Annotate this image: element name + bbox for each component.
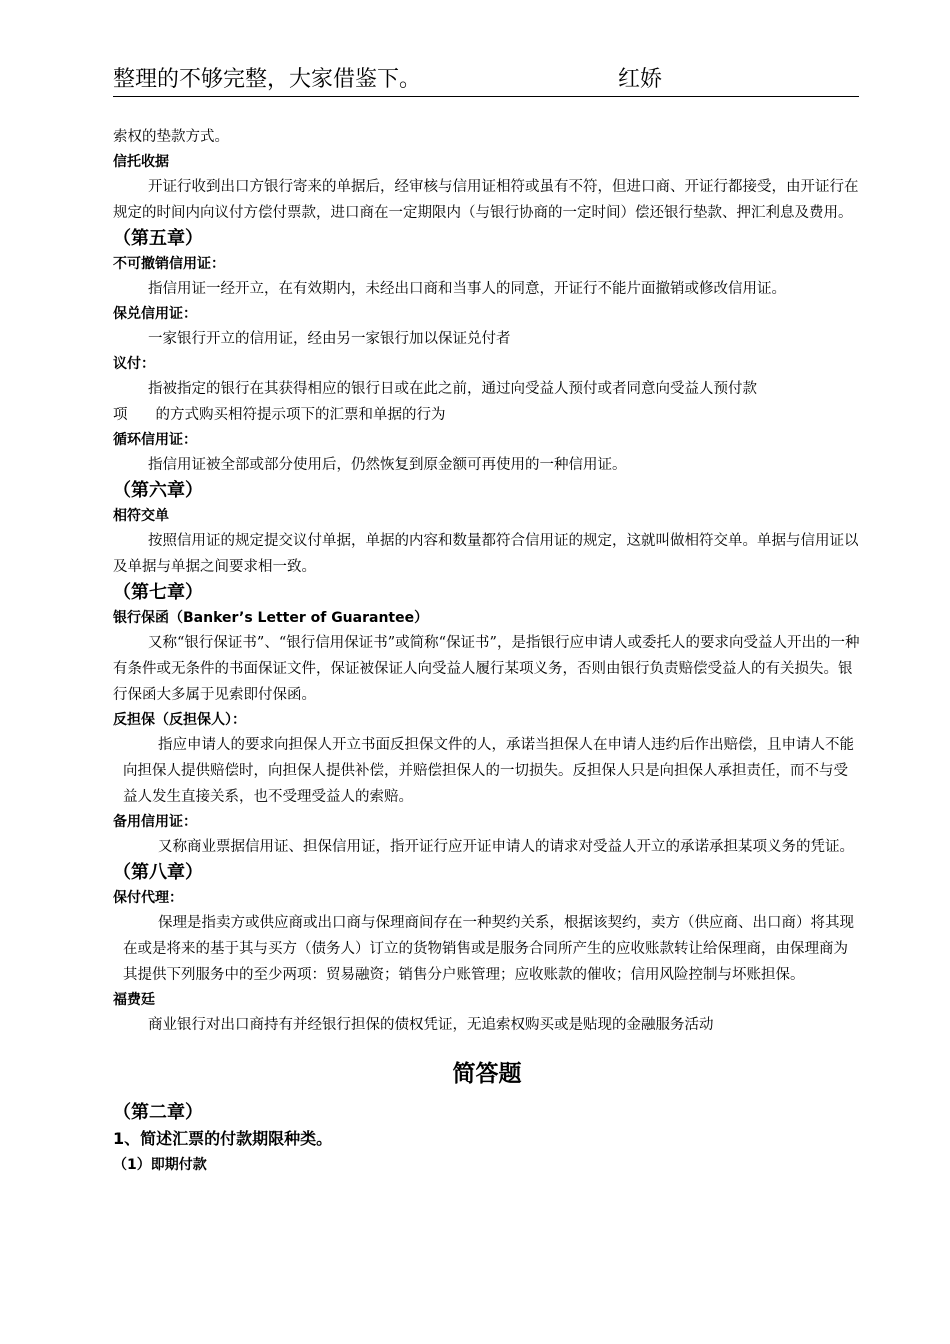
term-standby-lc: 备用信用证： bbox=[113, 814, 197, 830]
definition-bank-guarantee: 又称“银行保证书”、“银行信用保证书”或简称“保证书”，是指银行应申请人或委托人的要求向受益人开出的一种有条件或无条件的书面保证文件，保证被保证人向受益人履行某项义务，否则由银行负责赔偿受益人的有关损失。银行保函大多属于见索即付保函。 bbox=[113, 635, 860, 703]
definition-counter-guarantee: 指应申请人的要求向担保人开立书面反担保文件的人，承诺当担保人在申请人违约后作出赔偿，且申请人不能向担保人提供赔偿时，向担保人提供补偿，并赔偿担保人的一切损失。反担保人只是向担保人承担责任，而不与受益人发生直接关系，也不受理受益人的索赔。 bbox=[123, 737, 854, 805]
term-forfaiting: 福费廷 bbox=[113, 992, 155, 1008]
chapter-heading-2: （第二章） bbox=[113, 1102, 203, 1123]
definition-negotiation-rest: 的方式购买相符提示项下的汇票和单据的行为 bbox=[155, 407, 446, 423]
page-header bbox=[113, 64, 859, 97]
definition-negotiation-line1: 指被指定的银行在其获得相应的银行日或在此之前，通过向受益人预付或者同意向受益人预付款 bbox=[148, 381, 757, 397]
definition-trust-receipt: 开证行收到出口方银行寄来的单据后，经审核与信用证相符或虽有不符，但进口商、开证行都接受，由开证行在规定的时间内向议付方偿付票款，进口商在一定期限内（与银行协商的一定时间）偿还银行垫款、押汇利息及费用。 bbox=[113, 179, 859, 221]
definition-revolving-lc: 指信用证被全部或部分使用后，仍然恢复到原金额可再使用的一种信用证。 bbox=[148, 457, 627, 473]
definition-forfaiting: 商业银行对出口商持有并经银行担保的债权凭证，无追索权购买或是贴现的金融服务活动 bbox=[148, 1017, 714, 1033]
definition-confirmed-lc: 一家银行开立的信用证，经由另一家银行加以保证兑付者 bbox=[148, 331, 511, 347]
term-counter-guarantee: 反担保（反担保人）： bbox=[113, 712, 246, 728]
header-author: 红娇 bbox=[618, 67, 663, 92]
definition-irrevocable-lc: 指信用证一经开立，在有效期内，未经出口商和当事人的同意，开证行不能片面撤销或修改信用证。 bbox=[148, 281, 786, 297]
term-complying-presentation: 相符交单 bbox=[113, 508, 169, 524]
answer-item-1: （1）即期付款 bbox=[113, 1157, 207, 1173]
chapter-heading-7: （第七章） bbox=[113, 582, 203, 603]
document-body bbox=[113, 124, 861, 1178]
definition-factoring: 保理是指卖方或供应商或出口商与保理商间存在一种契约关系，根据该契约，卖方（供应商、出口商）将其现在或是将来的基于其与买方（债务人）订立的货物销售或是服务合同所产生的应收账款转让给保理商，由保理商为其提供下列服务中的至少两项：贸易融资；销售分户账管理；应收账款的催收；信用风险控制与坏账担保。 bbox=[123, 915, 854, 983]
term-bank-guarantee: 银行保函（Banker’s Letter of Guarantee） bbox=[113, 610, 429, 626]
header-note: 整理的不够完整，大家借鉴下。 bbox=[113, 67, 422, 92]
chapter-heading-8: （第八章） bbox=[113, 862, 203, 883]
term-trust-receipt: 信托收据 bbox=[113, 154, 169, 170]
question-1: 1、简述汇票的付款期限种类。 bbox=[113, 1129, 333, 1148]
definition-negotiation-word: 项 bbox=[113, 407, 128, 423]
chapter-heading-6: （第六章） bbox=[113, 480, 203, 501]
term-confirmed-lc: 保兑信用证： bbox=[113, 306, 197, 322]
term-revolving-lc: 循环信用证： bbox=[113, 432, 197, 448]
term-irrevocable-lc: 不可撤销信用证： bbox=[113, 256, 225, 272]
chapter-heading-5: （第五章） bbox=[113, 228, 203, 249]
term-negotiation: 议付： bbox=[113, 356, 155, 372]
term-factoring: 保付代理： bbox=[113, 890, 183, 906]
section-heading-short-answer: 简答题 bbox=[452, 1061, 522, 1087]
definition-standby-lc: 又称商业票据信用证、担保信用证，指开证行应开证申请人的请求对受益人开立的承诺承担某项义务的凭证。 bbox=[158, 839, 854, 855]
definition-complying-presentation: 按照信用证的规定提交议付单据，单据的内容和数量都符合信用证的规定，这就叫做相符交单。单据与信用证以及单据与单据之间要求相一致。 bbox=[113, 533, 859, 575]
paragraph-continued: 索权的垫款方式。 bbox=[113, 129, 229, 145]
definition-negotiation-line2 bbox=[113, 402, 861, 428]
